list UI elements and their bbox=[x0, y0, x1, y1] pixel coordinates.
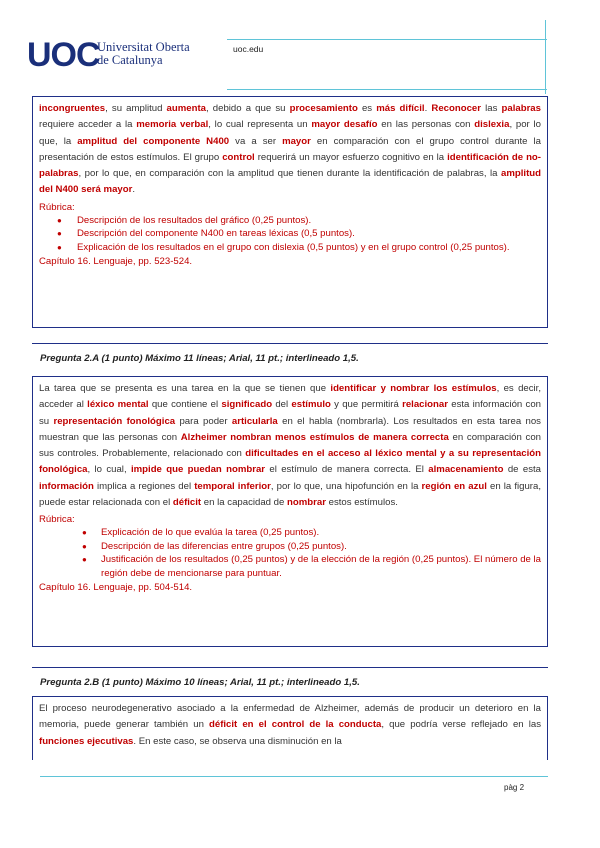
header-divider bbox=[545, 20, 546, 94]
chapter-reference: Capítulo 16. Lenguaje, pp. 504-514. bbox=[39, 582, 193, 594]
university-name bbox=[97, 41, 190, 67]
highlighted-term: nombrar bbox=[287, 497, 326, 509]
rubric-1 bbox=[39, 201, 541, 255]
highlighted-term: Reconocer bbox=[431, 103, 481, 114]
answer-text-1 bbox=[39, 101, 541, 199]
site-url: uoc.edu bbox=[233, 44, 264, 54]
highlighted-term: articularla bbox=[231, 415, 278, 427]
highlighted-term: más difícil bbox=[376, 103, 425, 114]
highlighted-term: aumenta bbox=[166, 103, 206, 114]
highlighted-term: funciones ejecutivas bbox=[39, 735, 134, 747]
answer-box-2a bbox=[32, 376, 548, 647]
text-run: en la figura, puede estar relacionada con el bbox=[39, 480, 541, 509]
question-title-text: Pregunta 2.A (1 punto) Máximo 11 líneas; Arial, 11 pt.; interlineado 1,5. bbox=[40, 353, 359, 364]
rubric-label: Rúbrica: bbox=[39, 514, 75, 526]
highlighted-term: estímulo bbox=[291, 399, 331, 411]
university-name-line1: Universitat Oberta bbox=[97, 40, 190, 54]
text-run: , debido a que su bbox=[206, 103, 290, 114]
highlighted-term: memoria verbal bbox=[136, 119, 209, 131]
highlighted-term: mayor bbox=[282, 135, 311, 147]
text-run: implica a regiones del bbox=[93, 480, 195, 492]
text-run: El proceso neurodegenerativo asociado a la enfermedad de Alzheimer, además de producir un deterioro en la memoria, puede generar también un bbox=[39, 703, 541, 731]
text-run: estos estímulos. bbox=[325, 497, 398, 509]
text-run: , por lo que, en comparación con la amplitud que tienen durante la identificación de palabras, la bbox=[78, 168, 502, 180]
university-name-line2: de Catalunya bbox=[97, 53, 163, 67]
text-run: es bbox=[357, 103, 377, 114]
highlighted-term: identificación de no-palabras bbox=[39, 151, 541, 180]
text-run: del bbox=[272, 399, 292, 411]
rubric-list bbox=[39, 214, 541, 255]
text-run: . bbox=[424, 103, 432, 114]
highlighted-term: control bbox=[222, 151, 255, 163]
text-run: requerirá un mayor esfuerzo cognitivo en la bbox=[254, 151, 448, 163]
text-run: . bbox=[132, 184, 136, 196]
highlighted-term: amplitud del componente N400 bbox=[77, 135, 230, 147]
text-run: que contiene el bbox=[148, 399, 222, 411]
highlighted-term: palabras bbox=[501, 103, 541, 114]
text-run: . En este caso, se observa una disminución en la bbox=[133, 735, 342, 747]
text-run: en la capacidad de bbox=[201, 497, 288, 509]
text-run: en el habla (nombrarla). Los resultados en esta tarea nos muestran que las personas con bbox=[39, 415, 541, 443]
text-run: , que podría verse reflejado en las bbox=[381, 719, 541, 731]
highlighted-term: léxico mental bbox=[87, 399, 149, 411]
footer-rule bbox=[40, 776, 548, 777]
page-header bbox=[0, 0, 600, 95]
question-2b-title bbox=[32, 667, 548, 695]
text-run: las bbox=[481, 103, 502, 114]
text-run: , es decir, acceder al bbox=[39, 383, 541, 411]
text-run: en comparación con el grupo control durante la presentación de estos estímulos. El grupo bbox=[39, 135, 541, 163]
rubric-list bbox=[39, 526, 541, 580]
text-run: , por lo que, la bbox=[39, 119, 541, 147]
highlighted-term: mayor desafío bbox=[311, 119, 378, 131]
highlighted-term: temporal inferior bbox=[194, 480, 271, 492]
text-run: , lo cual, bbox=[87, 464, 131, 476]
chapter-reference: Capítulo 16. Lenguaje, pp. 523-524. bbox=[39, 256, 193, 268]
rubric-item: ● Explicación de los resultados en el grupo con dislexia (0,5 puntos) y en el grupo control (0,25 puntos). bbox=[39, 241, 541, 255]
text-run: el estímulo de manera correcta. El bbox=[265, 464, 429, 476]
text-run: en las personas con bbox=[377, 119, 475, 131]
rubric-item: ● Descripción del componente N400 en tareas léxicas (0,5 puntos). bbox=[39, 227, 541, 241]
text-run: para poder bbox=[175, 415, 232, 427]
highlighted-term: almacenamiento bbox=[428, 464, 504, 476]
text-run: , su amplitud bbox=[105, 103, 167, 114]
text-run: y que permitirá bbox=[330, 399, 403, 411]
question-title-text: Pregunta 2.B (1 punto) Máximo 10 líneas; Arial, 11 pt.; interlineado 1,5. bbox=[40, 677, 360, 688]
answer-box-2b bbox=[32, 696, 548, 760]
rubric-item: ● Justificación de los resultados (0,25 puntos) y de la elección de la región (0,25 puntos). El número de la región debe de mencionarse para puntuar. bbox=[39, 553, 541, 580]
text-run: , por lo que, una hipofunción en la bbox=[270, 480, 422, 492]
header-rule-bottom bbox=[227, 89, 547, 90]
highlighted-term: representación fonológica bbox=[53, 415, 176, 427]
highlighted-term: déficit en el control de la conducta bbox=[209, 719, 382, 731]
highlighted-term: dificultades en el acceso al léxico mental y a su representación fonológica bbox=[39, 448, 541, 476]
highlighted-term: déficit bbox=[172, 497, 202, 509]
text-run: en comparación con sus controles. Probablemente, relacionado con bbox=[39, 431, 542, 460]
answer-text-2b bbox=[39, 701, 541, 750]
highlighted-term: incongruentes bbox=[39, 103, 106, 114]
highlighted-term: relacionar bbox=[402, 399, 448, 411]
text-run: de esta bbox=[503, 464, 541, 476]
highlighted-term: información bbox=[39, 480, 94, 492]
rubric-item: ● Descripción de los resultados del gráfico (0,25 puntos). bbox=[39, 214, 541, 228]
highlighted-term: procesamiento bbox=[289, 103, 358, 114]
uoc-logo: UOC bbox=[27, 36, 100, 74]
text-run: va a ser bbox=[229, 135, 283, 147]
highlighted-term: significado bbox=[221, 399, 273, 411]
rubric-item: ● Descripción de las diferencias entre grupos (0,25 puntos). bbox=[39, 540, 541, 554]
question-2a-title bbox=[32, 343, 548, 373]
rubric-label: Rúbrica: bbox=[39, 201, 75, 213]
highlighted-term: impide que puedan nombrar bbox=[130, 464, 266, 476]
rubric-2a bbox=[39, 513, 541, 580]
text-run: requiere acceder a la bbox=[39, 119, 137, 131]
page-number: pàg 2 bbox=[504, 783, 525, 792]
text-run: , lo cual representa un bbox=[208, 119, 312, 131]
rubric-item: ● Explicación de lo que evalúa la tarea (0,25 puntos). bbox=[39, 526, 541, 540]
header-rule-top bbox=[227, 39, 547, 40]
text-run: La tarea que se presenta es una tarea en la que se tienen que bbox=[39, 383, 331, 394]
highlighted-term: región en azul bbox=[421, 480, 487, 492]
highlighted-term: Alzheimer nombran menos estímulos de manera correcta bbox=[180, 431, 449, 443]
text-run: esta información con su bbox=[39, 399, 541, 427]
highlighted-term: dislexia bbox=[474, 119, 510, 131]
answer-text-2a bbox=[39, 381, 541, 511]
highlighted-term: amplitud del N400 será mayor bbox=[39, 168, 541, 196]
highlighted-term: identificar y nombrar los estímulos bbox=[330, 383, 497, 394]
answer-box-1 bbox=[32, 96, 548, 328]
